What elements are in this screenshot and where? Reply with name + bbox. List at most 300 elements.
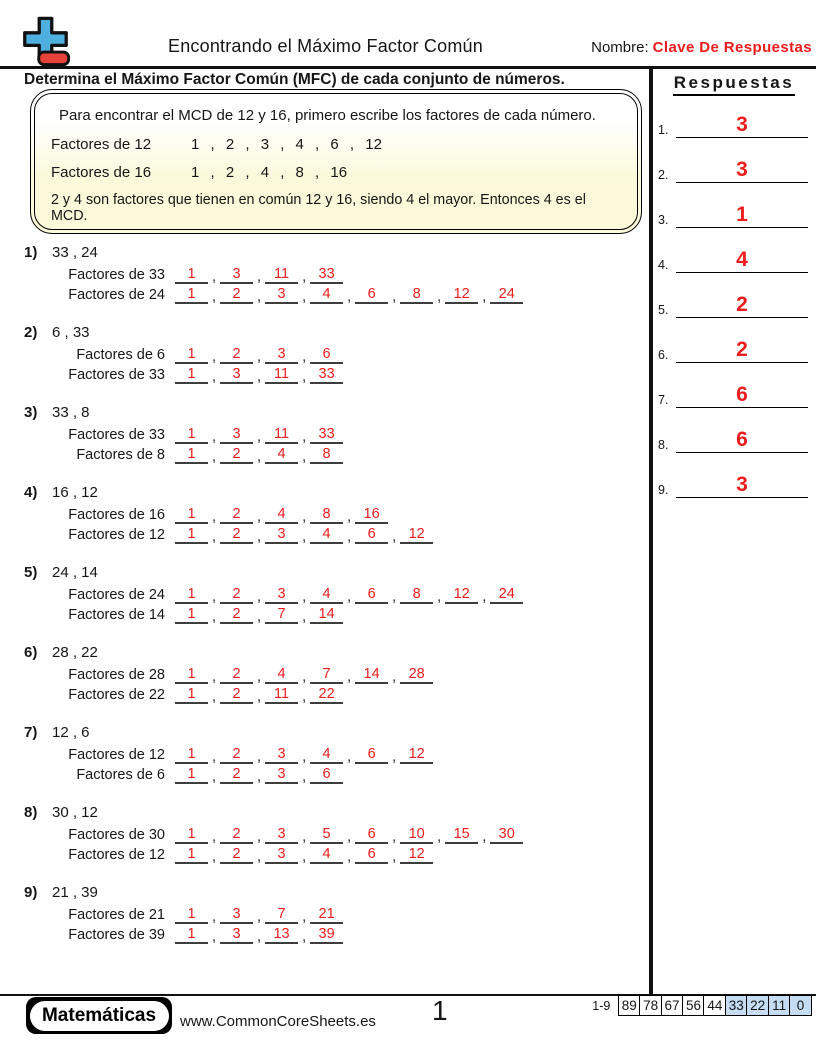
comma-separator: , xyxy=(347,289,352,305)
factor-blank xyxy=(220,267,253,284)
factor-answer: 2 xyxy=(232,746,241,762)
factor-blank xyxy=(175,827,208,844)
factor-answer: 1 xyxy=(187,446,196,462)
problem xyxy=(24,804,646,864)
factor-slots xyxy=(175,927,343,944)
factor-answer: 1 xyxy=(187,846,196,862)
comma-separator: , xyxy=(302,349,307,365)
comma-separator: , xyxy=(212,929,217,945)
answer-blank xyxy=(676,204,808,228)
factor-row xyxy=(24,524,646,544)
comma-separator: , xyxy=(302,289,307,305)
problem-header xyxy=(24,564,646,584)
factor-blank xyxy=(445,587,478,604)
factor-answer: 2 xyxy=(232,846,241,862)
factor-blank xyxy=(175,767,208,784)
factor-blank xyxy=(490,827,523,844)
problem xyxy=(24,324,646,384)
factor-blank xyxy=(310,747,343,764)
factor-answer: 6 xyxy=(367,286,376,302)
factor-blank xyxy=(355,667,388,684)
factor-blank xyxy=(310,827,343,844)
factor-answer: 3 xyxy=(277,766,286,782)
factor-answer: 6 xyxy=(367,586,376,602)
factor-answer: 15 xyxy=(453,826,470,842)
factor-blank xyxy=(265,447,298,464)
factor-blank xyxy=(265,367,298,384)
problem-number: 6) xyxy=(24,644,38,661)
factor-blank xyxy=(220,927,253,944)
comma-separator: , xyxy=(302,909,307,925)
answer-number: 8. xyxy=(658,438,669,452)
factor-blank xyxy=(220,827,253,844)
factor-answer: 1 xyxy=(187,426,196,442)
factor-answer: 3 xyxy=(277,346,286,362)
comma-separator: , xyxy=(437,589,442,605)
factor-label: Factores de 12 xyxy=(68,847,165,863)
problems-list xyxy=(24,244,646,964)
factor-slots xyxy=(175,527,433,544)
comma-separator: , xyxy=(257,909,262,925)
factor-answer: 1 xyxy=(187,266,196,282)
factor-label: Factores de 22 xyxy=(68,687,165,703)
factor-blank xyxy=(310,587,343,604)
factor-slots xyxy=(175,767,343,784)
problem-number: 4) xyxy=(24,484,38,501)
factor-row xyxy=(24,424,646,444)
factor-answer: 8 xyxy=(412,586,421,602)
factor-blank xyxy=(310,367,343,384)
comma-separator: , xyxy=(212,269,217,285)
factor-answer: 1 xyxy=(187,526,196,542)
factor-blank xyxy=(175,607,208,624)
score-cell: 11 xyxy=(768,995,791,1016)
factor-slots xyxy=(175,587,523,604)
comma-separator: , xyxy=(212,849,217,865)
factor-answer: 4 xyxy=(322,526,331,542)
factor-blank xyxy=(310,767,343,784)
answer-value: 1 xyxy=(736,203,748,226)
factor-answer: 33 xyxy=(318,426,335,442)
factor-blank xyxy=(265,287,298,304)
factor-answer: 3 xyxy=(232,906,241,922)
comma-separator: , xyxy=(392,589,397,605)
page-title: Encontrando el Máximo Factor Común xyxy=(168,36,483,56)
factor-blank xyxy=(220,447,253,464)
factor-answer: 12 xyxy=(408,746,425,762)
factor-blank xyxy=(175,667,208,684)
problem-number: 2) xyxy=(24,324,38,341)
answer-item xyxy=(658,138,808,183)
factor-answer: 6 xyxy=(322,766,331,782)
comma-separator: , xyxy=(257,289,262,305)
problem-pair: 16 , 12 xyxy=(52,484,98,501)
factor-row xyxy=(24,764,646,784)
score-cell: 33 xyxy=(725,995,748,1016)
comma-separator: , xyxy=(392,529,397,545)
factor-blank xyxy=(220,527,253,544)
factor-answer: 3 xyxy=(277,746,286,762)
comma-separator: , xyxy=(302,689,307,705)
factor-row xyxy=(24,264,646,284)
answer-blank xyxy=(676,294,808,318)
factor-blank xyxy=(265,927,298,944)
factor-blank xyxy=(310,347,343,364)
comma-separator: , xyxy=(482,829,487,845)
problem xyxy=(24,404,646,464)
problem-pair: 21 , 39 xyxy=(52,884,98,901)
factor-answer: 1 xyxy=(187,286,196,302)
header-rule xyxy=(0,66,816,69)
factor-slots xyxy=(175,607,343,624)
problem-number: 9) xyxy=(24,884,38,901)
factor-label: Factores de 6 xyxy=(76,347,165,363)
factor-answer: 1 xyxy=(187,926,196,942)
comma-separator: , xyxy=(257,529,262,545)
comma-separator: , xyxy=(212,609,217,625)
factor-blank xyxy=(490,587,523,604)
answers-divider xyxy=(649,66,653,995)
factor-slots xyxy=(175,367,343,384)
problem-header xyxy=(24,884,646,904)
problem-header xyxy=(24,804,646,824)
factor-answer: 6 xyxy=(367,746,376,762)
factor-blank xyxy=(310,447,343,464)
example-row xyxy=(51,136,621,153)
factor-blank xyxy=(220,427,253,444)
factor-answer: 11 xyxy=(274,686,290,702)
comma-separator: , xyxy=(302,749,307,765)
problem-pair: 24 , 14 xyxy=(52,564,98,581)
factor-answer: 2 xyxy=(232,606,241,622)
factor-blank xyxy=(265,427,298,444)
factor-answer: 39 xyxy=(318,926,335,942)
factor-answer: 12 xyxy=(408,526,425,542)
comma-separator: , xyxy=(212,289,217,305)
problem-number: 5) xyxy=(24,564,38,581)
score-cells xyxy=(619,995,812,1016)
example-row-values: 1 , 2 , 3 , 4 , 6 , 12 xyxy=(191,136,382,153)
problem-number: 1) xyxy=(24,244,38,261)
factor-answer: 4 xyxy=(322,746,331,762)
factor-answer: 2 xyxy=(232,766,241,782)
comma-separator: , xyxy=(392,749,397,765)
answer-number: 7. xyxy=(658,393,669,407)
factor-blank xyxy=(265,667,298,684)
factor-answer: 1 xyxy=(187,346,196,362)
factor-label: Factores de 12 xyxy=(68,747,165,763)
comma-separator: , xyxy=(212,349,217,365)
comma-separator: , xyxy=(482,289,487,305)
factor-blank xyxy=(310,527,343,544)
comma-separator: , xyxy=(257,509,262,525)
factor-blank xyxy=(220,507,253,524)
name-row xyxy=(591,39,812,56)
factor-blank xyxy=(265,347,298,364)
factor-label: Factores de 24 xyxy=(68,587,165,603)
factor-answer: 3 xyxy=(232,926,241,942)
instruction-text: Determina el Máximo Factor Común (MFC) de cada conjunto de números. xyxy=(24,71,565,88)
problem-number: 7) xyxy=(24,724,38,741)
factor-answer: 8 xyxy=(322,506,331,522)
comma-separator: , xyxy=(302,609,307,625)
comma-separator: , xyxy=(212,509,217,525)
factor-blank xyxy=(355,847,388,864)
factor-answer: 11 xyxy=(274,266,290,282)
answers-list xyxy=(658,93,808,498)
factor-label: Factores de 16 xyxy=(68,507,165,523)
factor-answer: 3 xyxy=(277,586,286,602)
answer-item xyxy=(658,453,808,498)
factor-answer: 10 xyxy=(408,826,425,842)
factor-answer: 1 xyxy=(187,506,196,522)
factor-answer: 2 xyxy=(232,586,241,602)
factor-row xyxy=(24,504,646,524)
factor-answer: 22 xyxy=(318,686,335,702)
example-row xyxy=(51,164,621,181)
answer-item xyxy=(658,228,808,273)
problem-number: 3) xyxy=(24,404,38,421)
factor-answer: 4 xyxy=(322,846,331,862)
answer-blank xyxy=(676,114,808,138)
factor-blank xyxy=(175,847,208,864)
factor-blank xyxy=(175,747,208,764)
answer-blank xyxy=(676,159,808,183)
comma-separator: , xyxy=(347,589,352,605)
answer-value: 6 xyxy=(736,428,748,451)
comma-separator: , xyxy=(347,509,352,525)
brand-badge xyxy=(26,997,172,1034)
factor-blank xyxy=(310,927,343,944)
problem-header xyxy=(24,484,646,504)
example-box-inner xyxy=(34,93,638,230)
factor-slots xyxy=(175,907,343,924)
factor-answer: 2 xyxy=(232,666,241,682)
comma-separator: , xyxy=(257,429,262,445)
name-value: Clave De Respuestas xyxy=(652,39,812,56)
factor-answer: 7 xyxy=(277,606,286,622)
factor-blank xyxy=(265,767,298,784)
factor-row xyxy=(24,444,646,464)
factor-answer: 1 xyxy=(187,586,196,602)
factor-answer: 4 xyxy=(277,506,286,522)
factor-blank xyxy=(265,587,298,604)
example-row-label: Factores de 16 xyxy=(51,164,152,181)
comma-separator: , xyxy=(302,829,307,845)
factor-label: Factores de 6 xyxy=(76,767,165,783)
answer-number: 5. xyxy=(658,303,669,317)
factor-answer: 1 xyxy=(187,366,196,382)
factor-blank xyxy=(355,527,388,544)
factor-answer: 3 xyxy=(277,526,286,542)
factor-blank xyxy=(400,827,433,844)
comma-separator: , xyxy=(257,349,262,365)
comma-separator: , xyxy=(212,449,217,465)
factor-answer: 3 xyxy=(277,286,286,302)
factor-blank xyxy=(220,907,253,924)
factor-blank xyxy=(310,427,343,444)
factor-blank xyxy=(220,607,253,624)
factor-row xyxy=(24,744,646,764)
example-row-values: 1 , 2 , 4 , 8 , 16 xyxy=(191,164,348,181)
factor-answer: 7 xyxy=(322,666,331,682)
answer-blank xyxy=(676,339,808,363)
factor-blank xyxy=(265,907,298,924)
comma-separator: , xyxy=(392,289,397,305)
factor-answer: 16 xyxy=(363,506,380,522)
factor-blank xyxy=(355,587,388,604)
factor-label: Factores de 14 xyxy=(68,607,165,623)
answer-item xyxy=(658,183,808,228)
comma-separator: , xyxy=(392,829,397,845)
factor-answer: 12 xyxy=(408,846,425,862)
factor-answer: 5 xyxy=(322,826,331,842)
problem xyxy=(24,564,646,624)
answer-value: 3 xyxy=(736,473,748,496)
problem-header xyxy=(24,324,646,344)
factor-blank xyxy=(445,287,478,304)
factor-label: Factores de 33 xyxy=(68,267,165,283)
factor-blank xyxy=(175,507,208,524)
answer-number: 4. xyxy=(658,258,669,272)
score-cell: 78 xyxy=(639,995,662,1016)
factor-answer: 6 xyxy=(322,346,331,362)
factor-answer: 3 xyxy=(232,426,241,442)
problem xyxy=(24,244,646,304)
factor-label: Factores de 8 xyxy=(76,447,165,463)
factor-answer: 2 xyxy=(232,286,241,302)
factor-answer: 2 xyxy=(232,526,241,542)
comma-separator: , xyxy=(257,749,262,765)
comma-separator: , xyxy=(257,589,262,605)
factor-slots xyxy=(175,347,343,364)
problem-pair: 33 , 8 xyxy=(52,404,90,421)
factor-slots xyxy=(175,427,343,444)
factor-row xyxy=(24,584,646,604)
answer-blank xyxy=(676,384,808,408)
factor-blank xyxy=(175,367,208,384)
factor-answer: 33 xyxy=(318,366,335,382)
factor-answer: 1 xyxy=(187,666,196,682)
problem-header xyxy=(24,644,646,664)
comma-separator: , xyxy=(212,589,217,605)
comma-separator: , xyxy=(257,269,262,285)
factor-label: Factores de 24 xyxy=(68,287,165,303)
factor-row xyxy=(24,664,646,684)
problem xyxy=(24,724,646,784)
comma-separator: , xyxy=(257,829,262,845)
site-url: www.CommonCoreSheets.es xyxy=(180,1013,376,1030)
problem-pair: 6 , 33 xyxy=(52,324,90,341)
factor-blank xyxy=(175,347,208,364)
answer-value: 6 xyxy=(736,383,748,406)
factor-blank xyxy=(400,287,433,304)
score-cell: 44 xyxy=(703,995,726,1016)
factor-slots xyxy=(175,827,523,844)
factor-blank xyxy=(265,687,298,704)
factor-slots xyxy=(175,747,433,764)
page-number: 1 xyxy=(432,995,448,1026)
comma-separator: , xyxy=(212,429,217,445)
comma-separator: , xyxy=(302,449,307,465)
comma-separator: , xyxy=(257,369,262,385)
answer-blank xyxy=(676,429,808,453)
factor-answer: 33 xyxy=(318,266,335,282)
factor-blank xyxy=(310,507,343,524)
comma-separator: , xyxy=(302,929,307,945)
comma-separator: , xyxy=(302,849,307,865)
factor-slots xyxy=(175,667,433,684)
comma-separator: , xyxy=(302,769,307,785)
factor-answer: 28 xyxy=(408,666,425,682)
factor-answer: 24 xyxy=(498,286,515,302)
factor-blank xyxy=(400,527,433,544)
factor-label: Factores de 21 xyxy=(68,907,165,923)
factor-answer: 30 xyxy=(498,826,515,842)
comma-separator: , xyxy=(212,669,217,685)
factor-answer: 6 xyxy=(367,846,376,862)
factor-answer: 14 xyxy=(318,606,335,622)
factor-blank xyxy=(265,747,298,764)
factor-blank xyxy=(220,667,253,684)
comma-separator: , xyxy=(392,849,397,865)
factor-blank xyxy=(310,687,343,704)
factor-answer: 4 xyxy=(322,586,331,602)
comma-separator: , xyxy=(347,669,352,685)
factor-row xyxy=(24,604,646,624)
factor-label: Factores de 33 xyxy=(68,427,165,443)
factor-blank xyxy=(310,907,343,924)
comma-separator: , xyxy=(257,929,262,945)
factor-slots xyxy=(175,287,523,304)
factor-blank xyxy=(175,927,208,944)
comma-separator: , xyxy=(212,529,217,545)
factor-blank xyxy=(175,287,208,304)
problem-header xyxy=(24,724,646,744)
factor-answer: 11 xyxy=(274,366,290,382)
score-cell: 67 xyxy=(661,995,684,1016)
comma-separator: , xyxy=(302,589,307,605)
factor-answer: 3 xyxy=(277,826,286,842)
factor-blank xyxy=(220,587,253,604)
answer-value: 2 xyxy=(736,293,748,316)
factor-answer: 24 xyxy=(498,586,515,602)
factor-answer: 12 xyxy=(453,286,470,302)
factor-row xyxy=(24,924,646,944)
comma-separator: , xyxy=(302,529,307,545)
factor-answer: 4 xyxy=(277,446,286,462)
factor-row xyxy=(24,284,646,304)
comma-separator: , xyxy=(212,769,217,785)
comma-separator: , xyxy=(347,849,352,865)
factor-answer: 11 xyxy=(274,426,290,442)
comma-separator: , xyxy=(257,769,262,785)
factor-blank xyxy=(310,287,343,304)
comma-separator: , xyxy=(437,289,442,305)
factor-slots xyxy=(175,687,343,704)
factor-blank xyxy=(355,287,388,304)
factor-row xyxy=(24,824,646,844)
factor-answer: 2 xyxy=(232,446,241,462)
factor-label: Factores de 30 xyxy=(68,827,165,843)
factor-label: Factores de 39 xyxy=(68,927,165,943)
factor-blank xyxy=(175,427,208,444)
comma-separator: , xyxy=(482,589,487,605)
score-cell: 56 xyxy=(682,995,705,1016)
comma-separator: , xyxy=(257,609,262,625)
factor-blank xyxy=(265,267,298,284)
factor-blank xyxy=(310,847,343,864)
